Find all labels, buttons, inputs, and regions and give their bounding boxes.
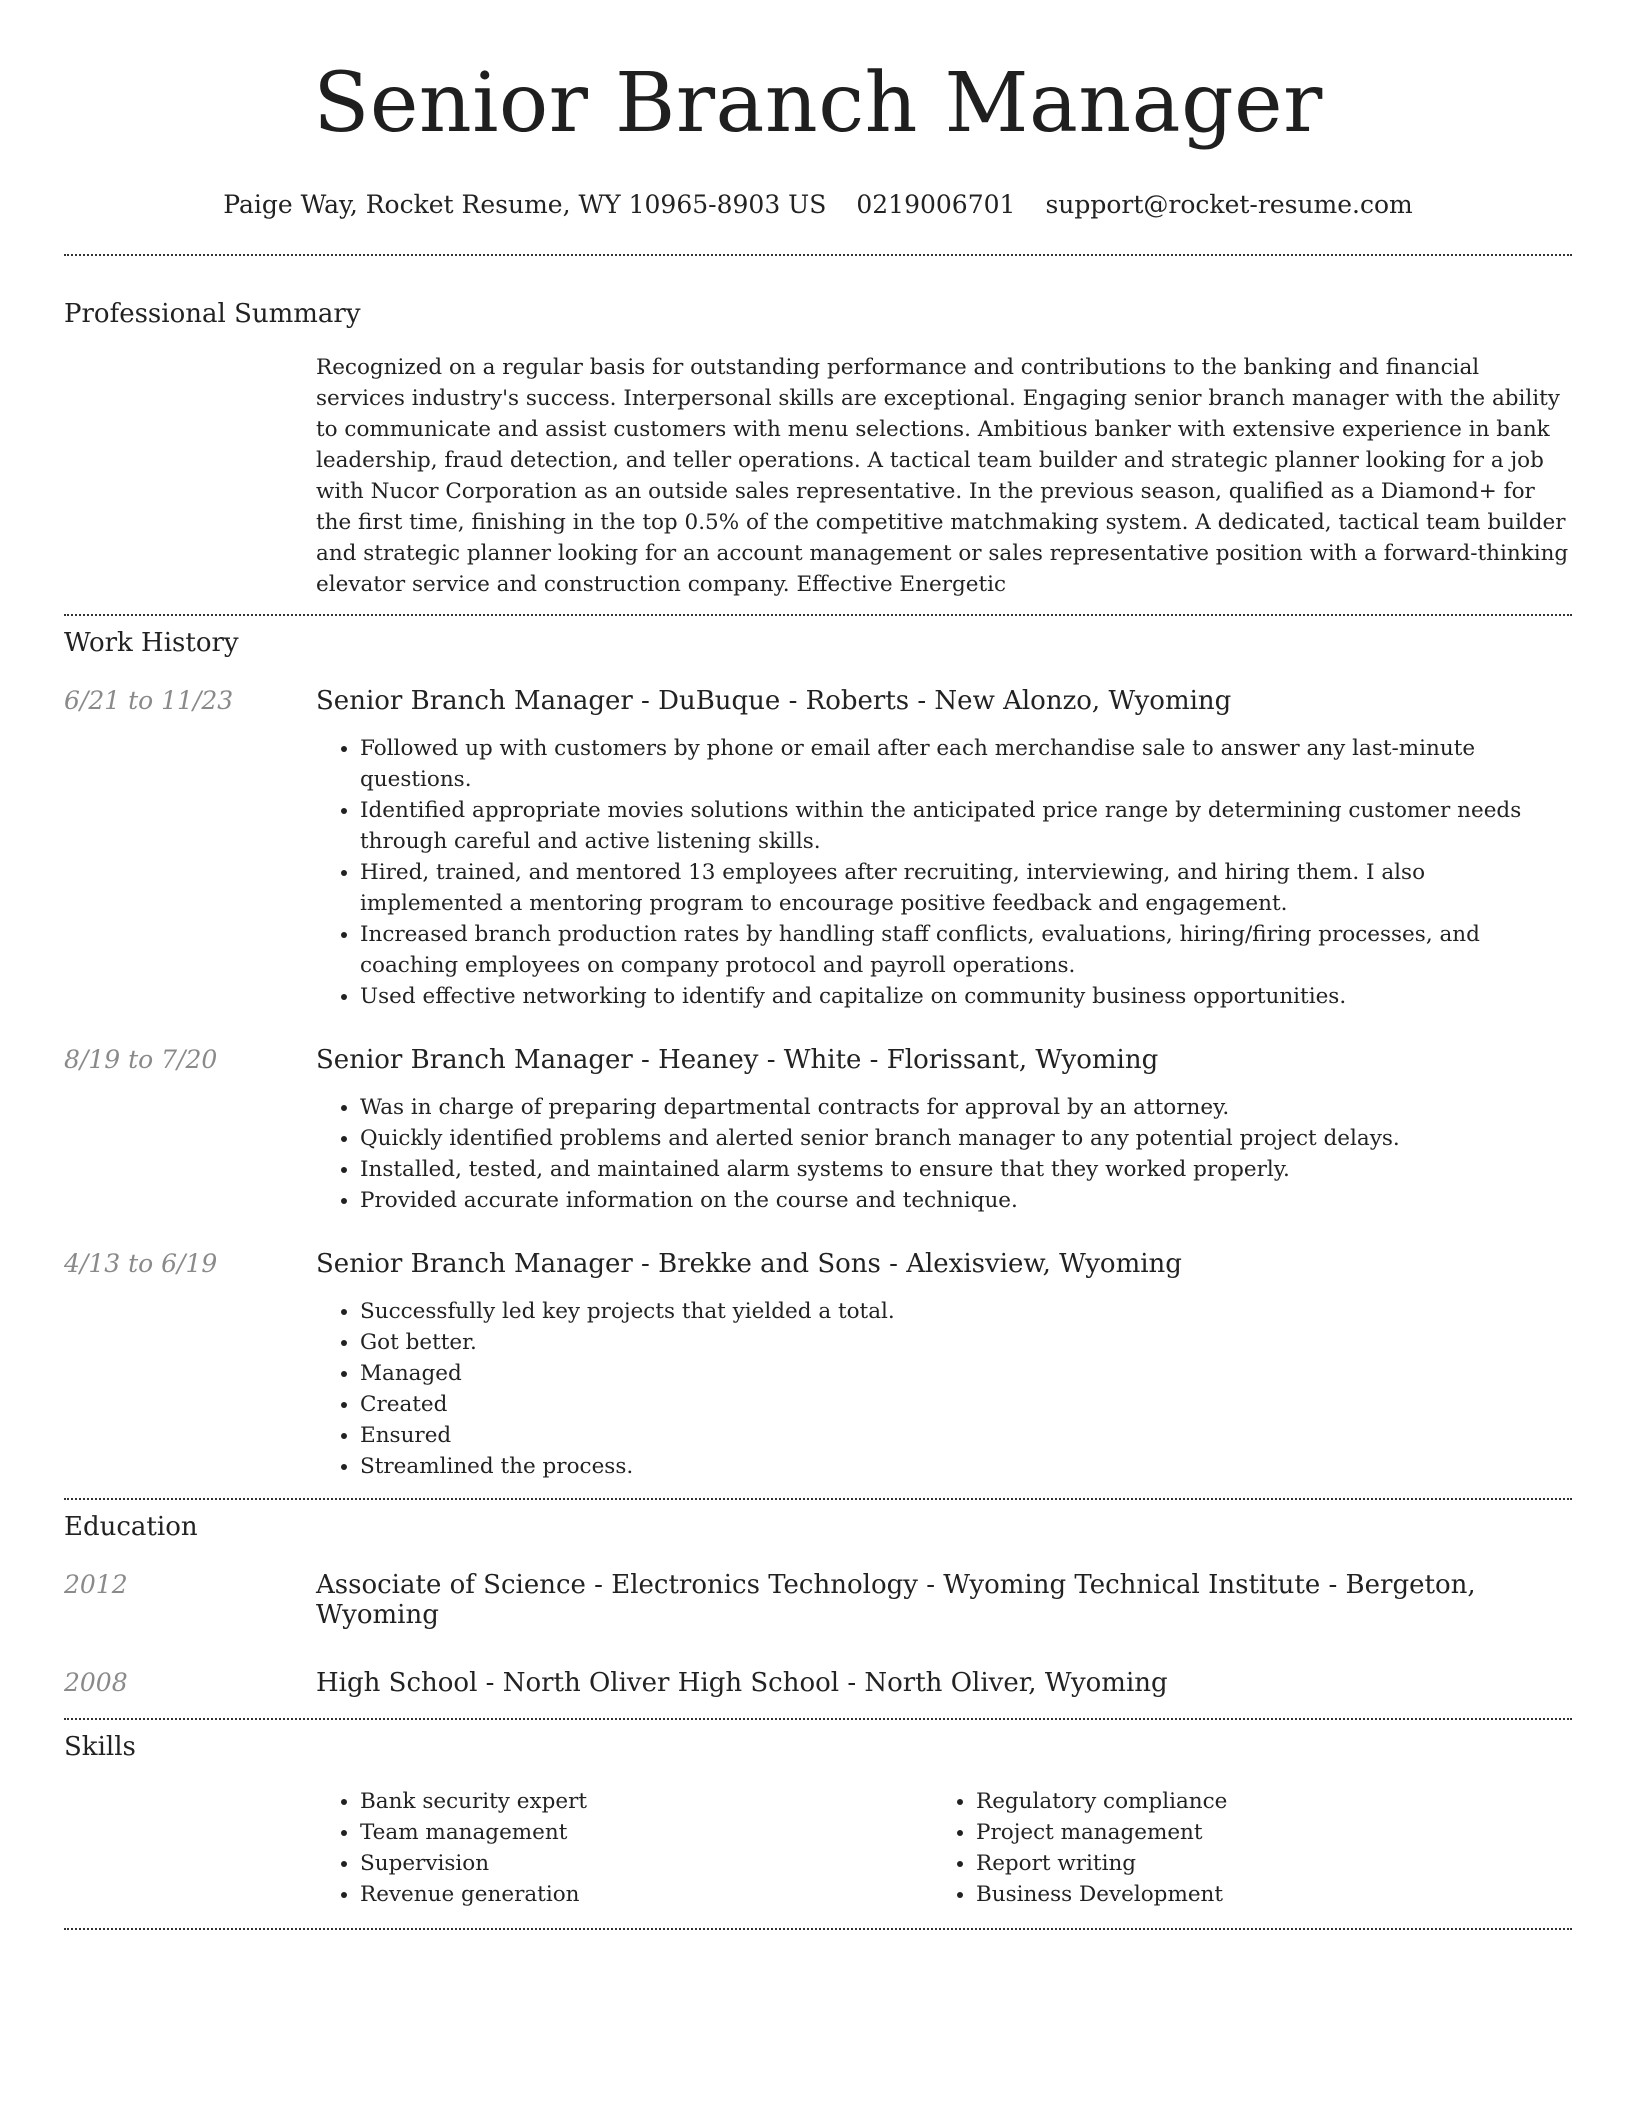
list-item: • Hired, trained, and mentored 13 employees after recruiting, interviewing, and hiring them. I also implemented a mentoring program to encourage positive feedback and engagement. — [360, 857, 1572, 919]
skill-item: • Project management — [976, 1817, 1548, 1848]
list-item: • Provided accurate information on the course and technique. — [360, 1185, 1572, 1216]
skills-list-left — [316, 1786, 932, 1910]
skill-item: • Report writing — [976, 1848, 1548, 1879]
job-dates: 8/19 to 7/20 — [64, 1045, 218, 1074]
resume-page — [64, 0, 1572, 1930]
education-year: 2008 — [64, 1668, 128, 1697]
summary-text: Recognized on a regular basis for outstanding performance and contributions to the banking and financial services industry's success. Interpersonal skills are exceptional. Engaging senior branch manager with the ability to communicate and assist customers with menu selections. Ambitious banker with extensive experience in bank leadership, fraud detection, and teller operations. A tactical team builder and strategic planner looking for a job with Nucor Corporation as an outside sales representative. In the previous season, qualified as a Diamond+ for the first time, finishing in the top 0.5% of the competitive matchmaking system. A dedicated, tactical team builder and strategic planner looking for an account management or sales representative position with a forward-thinking elevator service and construction company. Effective Energetic — [316, 355, 1569, 597]
skill-item: • Team management — [360, 1817, 932, 1848]
list-item: • Got better. — [360, 1327, 1572, 1358]
skills-list-right — [932, 1786, 1548, 1910]
contact-line — [64, 190, 1572, 220]
list-item: • Installed, tested, and maintained alarm systems to ensure that they worked properly. — [360, 1154, 1572, 1185]
skills-section — [64, 1732, 1572, 1910]
list-item: • Used effective networking to identify and capitalize on community business opportunities. — [360, 981, 1572, 1012]
education-section — [64, 1512, 1572, 1698]
job-heading: Senior Branch Manager - DuBuque - Roberts - New Alonzo, Wyoming — [316, 686, 1232, 716]
education-heading: High School - North Oliver High School - North Oliver, Wyoming — [316, 1668, 1168, 1698]
section-divider — [64, 254, 1572, 256]
job-bullets — [316, 733, 1572, 1012]
section-divider — [64, 1718, 1572, 1720]
section-divider — [64, 614, 1572, 616]
section-divider — [64, 1498, 1572, 1500]
job-dates: 4/13 to 6/19 — [64, 1249, 218, 1278]
list-item: • Quickly identified problems and alerted senior branch manager to any potential project delays. — [360, 1123, 1572, 1154]
job-bullets — [316, 1296, 1572, 1482]
contact-phone: 0219006701 — [856, 190, 1016, 219]
education-entry — [64, 1668, 1572, 1698]
list-item: • Increased branch production rates by handling staff conflicts, evaluations, hiring/firing processes, and coaching employees on company protocol and payroll operations. — [360, 919, 1572, 981]
section-title-skills: Skills — [64, 1732, 136, 1762]
list-item: • Ensured — [360, 1420, 1572, 1451]
list-item: • Identified appropriate movies solutions within the anticipated price range by determining customer needs through careful and active listening skills. — [360, 795, 1572, 857]
professional-summary-section — [64, 299, 1572, 600]
job-entry — [64, 686, 1572, 1012]
job-bullets — [316, 1092, 1572, 1216]
job-entry — [64, 1249, 1572, 1482]
section-divider — [64, 1928, 1572, 1930]
contact-email: support@rocket-resume.com — [1045, 190, 1413, 219]
education-entry — [64, 1570, 1572, 1630]
skill-item: • Revenue generation — [360, 1879, 932, 1910]
skill-item: • Bank security expert — [360, 1786, 932, 1817]
education-heading: Associate of Science - Electronics Technology - Wyoming Technical Institute - Bergeton, Wyoming — [316, 1570, 1476, 1630]
list-item: • Was in charge of preparing departmental contracts for approval by an attorney. — [360, 1092, 1572, 1123]
skill-item: • Supervision — [360, 1848, 932, 1879]
resume-name: Senior Branch Manager — [313, 56, 1323, 151]
job-dates: 6/21 to 11/23 — [64, 686, 234, 715]
skills-left-gutter — [64, 1786, 316, 1910]
summary-left-gutter — [64, 352, 316, 600]
list-item: • Streamlined the process. — [360, 1451, 1572, 1482]
education-year: 2012 — [64, 1570, 128, 1599]
section-title-work: Work History — [64, 628, 239, 658]
job-entry — [64, 1045, 1572, 1216]
list-item: • Followed up with customers by phone or email after each merchandise sale to answer any last-minute questions. — [360, 733, 1572, 795]
section-title-summary: Professional Summary — [64, 299, 361, 329]
list-item: • Managed — [360, 1358, 1572, 1389]
skills-columns — [316, 1786, 1572, 1910]
contact-address: Paige Way, Rocket Resume, WY 10965-8903 US — [223, 190, 827, 219]
skill-item: • Business Development — [976, 1879, 1548, 1910]
skill-item: • Regulatory compliance — [976, 1786, 1548, 1817]
job-heading: Senior Branch Manager - Heaney - White - Florissant, Wyoming — [316, 1045, 1159, 1075]
list-item: • Successfully led key projects that yielded a total. — [360, 1296, 1572, 1327]
work-history-section — [64, 628, 1572, 1482]
section-title-education: Education — [64, 1512, 198, 1542]
list-item: • Created — [360, 1389, 1572, 1420]
job-heading: Senior Branch Manager - Brekke and Sons - Alexisview, Wyoming — [316, 1249, 1182, 1279]
